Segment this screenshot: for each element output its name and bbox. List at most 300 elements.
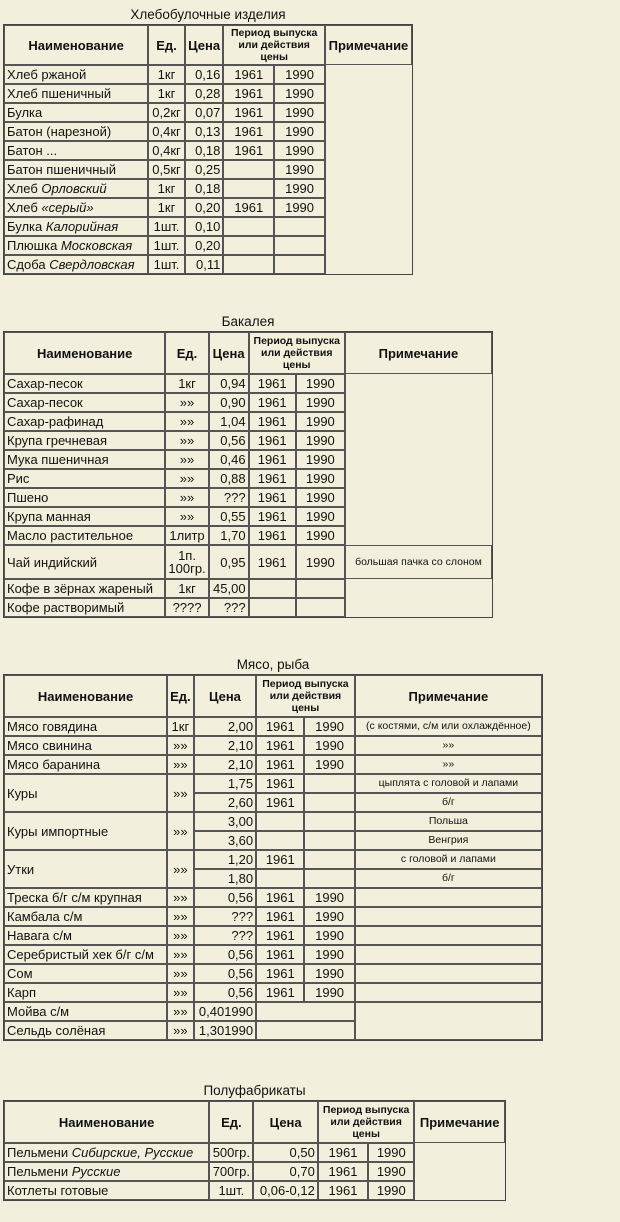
table-row — [4, 850, 542, 869]
item-name — [4, 217, 148, 236]
item-price: 0,401990 — [194, 1002, 256, 1021]
item-name — [4, 84, 148, 103]
header-unit: Ед. — [209, 1101, 253, 1143]
item-unit: 1шт. — [209, 1181, 253, 1200]
item-year-from: 1961 — [256, 964, 304, 983]
item-unit: 1шт. — [148, 236, 185, 255]
header-price: Цена — [209, 332, 249, 374]
item-year-from: 1961 — [256, 717, 304, 736]
item-name-text: Батон пшеничный — [7, 162, 117, 177]
item-name — [4, 1162, 209, 1181]
header-unit: Ед. — [167, 675, 194, 717]
table-row — [4, 945, 542, 964]
item-name-text: Крупа гречневая — [7, 433, 108, 448]
item-name — [4, 507, 165, 526]
table-row — [4, 579, 492, 598]
item-unit: »» — [165, 469, 208, 488]
item-note: с головой и лапами — [355, 850, 542, 869]
item-year-from: 1961 — [249, 412, 296, 431]
empty-cell — [223, 179, 274, 198]
grocery-table — [3, 331, 493, 618]
item-unit: »» — [167, 1021, 194, 1040]
item-year-from: 1961 — [256, 888, 304, 907]
item-name — [4, 179, 148, 198]
item-year-to: 1990 — [274, 122, 325, 141]
header-unit: Ед. — [148, 25, 185, 65]
empty-cell — [355, 964, 542, 983]
item-name — [4, 374, 165, 393]
item-unit: »» — [167, 964, 194, 983]
empty-cell — [355, 907, 542, 926]
item-name — [4, 888, 167, 907]
item-name-text: Котлеты готовые — [7, 1183, 109, 1198]
item-year-from: 1961 — [256, 945, 304, 964]
item-name — [4, 907, 167, 926]
item-year-to: 1990 — [368, 1162, 414, 1181]
header-period: Период выпуска или действия цены — [223, 25, 325, 65]
item-price: 0,56 — [194, 964, 256, 983]
header-price: Цена — [194, 675, 256, 717]
item-name-text: Пшено — [7, 490, 49, 505]
item-name — [4, 198, 148, 217]
empty-cell — [304, 774, 354, 793]
item-name-text: Батон ... — [7, 143, 58, 158]
item-name: Сельдь солёная — [4, 1021, 167, 1040]
item-year-from: 1961 — [249, 545, 296, 579]
item-name — [4, 964, 167, 983]
item-name — [4, 545, 165, 579]
item-price: 0,16 — [185, 65, 224, 84]
item-name-text: Мясо говядина — [7, 719, 98, 734]
item-name-text: Мясо баранина — [7, 757, 101, 772]
item-name-text: Хлеб пшеничный — [7, 86, 112, 101]
item-price: 0,07 — [185, 103, 224, 122]
item-year-to: 1990 — [304, 945, 354, 964]
item-name — [4, 926, 167, 945]
empty-cell — [223, 236, 274, 255]
section-title: Полуфабрикаты — [203, 1083, 306, 1098]
item-unit: 1кг — [148, 84, 185, 103]
item-name-text: Мясо свинина — [7, 738, 92, 753]
item-year-to: 1990 — [368, 1143, 414, 1162]
header-name: Наименование — [4, 675, 167, 717]
item-name-text: Карп — [7, 985, 37, 1000]
empty-cell — [256, 1021, 355, 1040]
item-year-from: 1961 — [256, 850, 304, 869]
item-price: 0,70 — [253, 1162, 317, 1181]
item-price: 0,56 — [194, 983, 256, 1002]
item-unit: 1кг — [148, 179, 185, 198]
section-meat — [3, 657, 543, 1041]
item-unit: 1шт. — [148, 217, 185, 236]
table-row — [4, 1002, 542, 1021]
item-unit: 0,2кг — [148, 103, 185, 122]
empty-cell — [355, 945, 542, 964]
item-year-from: 1961 — [249, 393, 296, 412]
item-year-to: 1990 — [368, 1181, 414, 1200]
item-unit: »» — [167, 1002, 194, 1021]
item-name-text: Крупа манная — [7, 509, 91, 524]
item-price: 2,10 — [194, 736, 256, 755]
item-price: 1,75 — [194, 774, 256, 793]
table-row — [4, 812, 542, 831]
item-name-text: Сом — [7, 966, 33, 981]
item-name-text: Хлеб — [7, 181, 42, 196]
header-period: Период выпуска или действия цены — [256, 675, 355, 717]
item-note: Венгрия — [355, 831, 542, 850]
item-price: ??? — [194, 926, 256, 945]
item-name-text: Батон (нарезной) — [7, 124, 112, 139]
header-note: Примечание — [325, 25, 412, 65]
table-header-row — [4, 675, 542, 717]
table-row — [4, 907, 542, 926]
item-note: большая пачка со слоном — [345, 545, 492, 579]
item-name — [4, 579, 165, 598]
item-year-from: 1961 — [249, 431, 296, 450]
item-name-brand: Орловский — [41, 181, 107, 196]
header-period: Период выпуска или действия цены — [318, 1101, 415, 1143]
item-year-from: 1961 — [223, 84, 274, 103]
item-year-to: 1990 — [296, 412, 345, 431]
item-price: 2,60 — [194, 793, 256, 812]
empty-cell — [355, 1002, 542, 1040]
item-year-from: 1961 — [256, 983, 304, 1002]
item-year-to: 1990 — [296, 374, 345, 393]
table-row — [4, 65, 412, 84]
item-name — [4, 983, 167, 1002]
item-price: 0,94 — [209, 374, 249, 393]
empty-cell — [304, 831, 354, 850]
empty-cell — [355, 888, 542, 907]
item-year-to: 1990 — [296, 469, 345, 488]
item-name — [4, 598, 165, 617]
empty-cell — [223, 160, 274, 179]
item-unit: 0,5кг — [148, 160, 185, 179]
item-name — [4, 717, 167, 736]
item-year-to: 1990 — [274, 198, 325, 217]
item-year-from: 1961 — [249, 488, 296, 507]
item-year-to: 1990 — [274, 65, 325, 84]
empty-cell — [274, 255, 325, 274]
item-unit: »» — [167, 774, 194, 812]
header-price: Цена — [185, 25, 224, 65]
item-unit: 1кг — [167, 717, 194, 736]
empty-cell — [345, 579, 492, 598]
item-unit: »» — [167, 926, 194, 945]
item-name-text: Серебристый хек б/г с/м — [7, 947, 154, 962]
item-year-from: 1961 — [223, 141, 274, 160]
bread-table — [3, 24, 413, 275]
empty-cell — [304, 812, 354, 831]
header-unit: Ед. — [165, 332, 208, 374]
table-row — [4, 717, 542, 736]
empty-cell — [345, 598, 492, 617]
item-price: 1,04 — [209, 412, 249, 431]
item-name-text: Кофе растворимый — [7, 600, 125, 615]
empty-cell — [304, 793, 354, 812]
semi-table — [3, 1100, 506, 1201]
item-price: 0,20 — [185, 198, 224, 217]
item-name-text: Плюшка — [7, 238, 61, 253]
item-name-text: Камбала с/м — [7, 909, 83, 924]
item-unit: 1кг — [165, 579, 208, 598]
item-price: 0,06-0,12 — [253, 1181, 317, 1200]
item-year-to: 1990 — [296, 450, 345, 469]
item-year-to: 1990 — [304, 964, 354, 983]
item-year-to: 1990 — [274, 141, 325, 160]
section-bread — [3, 7, 413, 275]
table-row — [4, 736, 542, 755]
section-title: Бакалея — [221, 314, 275, 329]
empty-cell — [256, 812, 304, 831]
item-year-to: 1990 — [304, 888, 354, 907]
item-name — [4, 736, 167, 755]
item-year-to: 1990 — [296, 526, 345, 545]
item-year-to: 1990 — [274, 84, 325, 103]
item-price: 0,88 — [209, 469, 249, 488]
item-name — [4, 160, 148, 179]
item-note: Польша — [355, 812, 542, 831]
item-unit: 1кг — [165, 374, 208, 393]
item-price: 0,28 — [185, 84, 224, 103]
item-year-from: 1961 — [249, 374, 296, 393]
item-price: 0,25 — [185, 160, 224, 179]
item-name-text: Хлеб — [7, 200, 42, 215]
item-name — [4, 431, 165, 450]
item-unit: »» — [167, 888, 194, 907]
item-name-text: Пельмени — [7, 1164, 72, 1179]
item-price: 0,10 — [185, 217, 224, 236]
item-price: 0,95 — [209, 545, 249, 579]
item-year-to: 1990 — [304, 717, 354, 736]
note-column — [414, 1143, 505, 1200]
item-price: 0,18 — [185, 141, 224, 160]
item-year-to: 1990 — [304, 907, 354, 926]
item-year-from: 1961 — [256, 755, 304, 774]
item-unit: »» — [165, 393, 208, 412]
item-unit-line: 1п. — [178, 548, 196, 563]
item-name: Куры импортные — [4, 812, 167, 850]
item-price: 2,00 — [194, 717, 256, 736]
table-row — [4, 755, 542, 774]
item-price: 0,56 — [209, 431, 249, 450]
header-note: Примечание — [355, 675, 542, 717]
empty-cell — [223, 217, 274, 236]
item-price: 1,20 — [194, 850, 256, 869]
item-name-text: Сахар-рафинад — [7, 414, 104, 429]
item-name-brand: Русские — [71, 1164, 121, 1179]
item-unit: 1кг — [148, 65, 185, 84]
header-name: Наименование — [4, 332, 165, 374]
item-name-text: Булка — [7, 105, 43, 120]
item-name — [4, 236, 148, 255]
item-unit: »» — [165, 507, 208, 526]
header-name: Наименование — [4, 1101, 209, 1143]
item-year-from: 1961 — [318, 1181, 368, 1200]
item-unit: 500гр. — [209, 1143, 253, 1162]
item-name — [4, 1143, 209, 1162]
item-name-text: Пельмени — [7, 1145, 72, 1160]
item-year-from: 1961 — [318, 1162, 368, 1181]
item-name — [4, 122, 148, 141]
empty-cell — [256, 1002, 355, 1021]
item-price: ??? — [209, 598, 249, 617]
empty-cell — [296, 579, 345, 598]
item-unit: »» — [165, 431, 208, 450]
item-name-brand: Сибирские, Русские — [71, 1145, 194, 1160]
item-price: 0,55 — [209, 507, 249, 526]
item-name-text: Кофе в зёрнах жареный — [7, 581, 153, 596]
item-price: 0,50 — [253, 1143, 317, 1162]
item-name-text: Рис — [7, 471, 30, 486]
item-name-text: Булка — [7, 219, 46, 234]
item-year-from: 1961 — [223, 122, 274, 141]
item-year-to: 1990 — [274, 103, 325, 122]
item-price: 0,56 — [194, 888, 256, 907]
item-price: 0,18 — [185, 179, 224, 198]
empty-cell — [274, 236, 325, 255]
item-note: б/г — [355, 869, 542, 888]
section-title: Мясо, рыба — [236, 657, 310, 672]
item-price: 0,56 — [194, 945, 256, 964]
table-row — [4, 964, 542, 983]
table-header-row — [4, 25, 412, 65]
item-unit: »» — [167, 755, 194, 774]
item-unit: 700гр. — [209, 1162, 253, 1181]
table-row — [4, 983, 542, 1002]
table-row — [4, 1143, 505, 1162]
empty-cell — [304, 869, 354, 888]
item-year-to: 1990 — [274, 179, 325, 198]
item-name — [4, 450, 165, 469]
item-name — [4, 526, 165, 545]
item-unit: »» — [165, 488, 208, 507]
item-unit: »» — [167, 983, 194, 1002]
table-row — [4, 926, 542, 945]
empty-cell — [249, 598, 296, 617]
item-price: 1,301990 — [194, 1021, 256, 1040]
item-name — [4, 755, 167, 774]
item-year-from: 1961 — [256, 793, 304, 812]
item-name: Куры — [4, 774, 167, 812]
note-column — [345, 374, 492, 545]
item-unit: »» — [167, 850, 194, 888]
item-year-from: 1961 — [249, 507, 296, 526]
item-year-from: 1961 — [223, 103, 274, 122]
item-year-to: 1990 — [304, 755, 354, 774]
item-name: Утки — [4, 850, 167, 888]
item-price: 3,60 — [194, 831, 256, 850]
section-grocery — [3, 314, 493, 618]
empty-cell — [355, 983, 542, 1002]
item-name-text: Масло растительное — [7, 528, 134, 543]
item-name: Мойва с/м — [4, 1002, 167, 1021]
item-year-to: 1990 — [304, 736, 354, 755]
table-row — [4, 374, 492, 393]
meat-table — [3, 674, 543, 1041]
table-header-row — [4, 332, 492, 374]
item-name — [4, 103, 148, 122]
table-row — [4, 774, 542, 793]
item-year-to: 1990 — [296, 507, 345, 526]
header-period: Период выпуска или действия цены — [249, 332, 345, 374]
empty-cell — [249, 579, 296, 598]
item-name — [4, 945, 167, 964]
item-year-from: 1961 — [223, 198, 274, 217]
table-row — [4, 598, 492, 617]
item-name — [4, 255, 148, 274]
note-column — [325, 65, 412, 274]
item-unit: 0,4кг — [148, 141, 185, 160]
item-unit: »» — [167, 812, 194, 850]
item-unit: 1шт. — [148, 255, 185, 274]
item-price: ??? — [194, 907, 256, 926]
item-name — [4, 141, 148, 160]
empty-cell — [304, 850, 354, 869]
item-year-from: 1961 — [256, 907, 304, 926]
item-name-text: Треска б/г с/м крупная — [7, 890, 142, 905]
item-year-from: 1961 — [249, 526, 296, 545]
table-header-row — [4, 1101, 505, 1143]
item-name-text: Навага с/м — [7, 928, 72, 943]
item-note: б/г — [355, 793, 542, 812]
empty-cell — [256, 869, 304, 888]
header-note: Примечание — [414, 1101, 505, 1143]
item-price: 0,13 — [185, 122, 224, 141]
table-row — [4, 545, 492, 579]
item-unit: »» — [165, 412, 208, 431]
item-year-from: 1961 — [249, 450, 296, 469]
item-price: 0,90 — [209, 393, 249, 412]
item-year-from: 1961 — [256, 736, 304, 755]
item-price: 0,46 — [209, 450, 249, 469]
item-name — [4, 469, 165, 488]
item-unit: 1литр — [165, 526, 208, 545]
item-name — [4, 1181, 209, 1200]
item-year-to: 1990 — [296, 393, 345, 412]
item-name-text: Сахар-песок — [7, 376, 83, 391]
item-name-brand: Московская — [60, 238, 133, 253]
item-unit: 1кг — [148, 198, 185, 217]
item-year-to: 1990 — [296, 431, 345, 450]
item-year-to: 1990 — [296, 545, 345, 579]
item-name-text: Сдоба — [7, 257, 50, 272]
item-price: ??? — [209, 488, 249, 507]
item-year-to: 1990 — [274, 160, 325, 179]
header-price: Цена — [253, 1101, 317, 1143]
item-unit: 0,4кг — [148, 122, 185, 141]
item-year-from: 1961 — [249, 469, 296, 488]
item-year-from: 1961 — [256, 774, 304, 793]
item-year-from: 1961 — [256, 926, 304, 945]
item-price: 0,11 — [185, 255, 224, 274]
item-unit — [165, 545, 208, 579]
empty-cell — [296, 598, 345, 617]
item-year-to: 1990 — [304, 983, 354, 1002]
item-year-from: 1961 — [318, 1143, 368, 1162]
item-unit: »» — [167, 736, 194, 755]
item-year-from: 1961 — [223, 65, 274, 84]
item-year-to: 1990 — [296, 488, 345, 507]
item-name-text: Мука пшеничная — [7, 452, 109, 467]
item-price: 1,80 — [194, 869, 256, 888]
empty-cell — [355, 926, 542, 945]
item-price: 2,10 — [194, 755, 256, 774]
item-unit-line: 100гр. — [168, 561, 206, 576]
item-price: 3,00 — [194, 812, 256, 831]
table-row — [4, 888, 542, 907]
item-year-to: 1990 — [304, 926, 354, 945]
